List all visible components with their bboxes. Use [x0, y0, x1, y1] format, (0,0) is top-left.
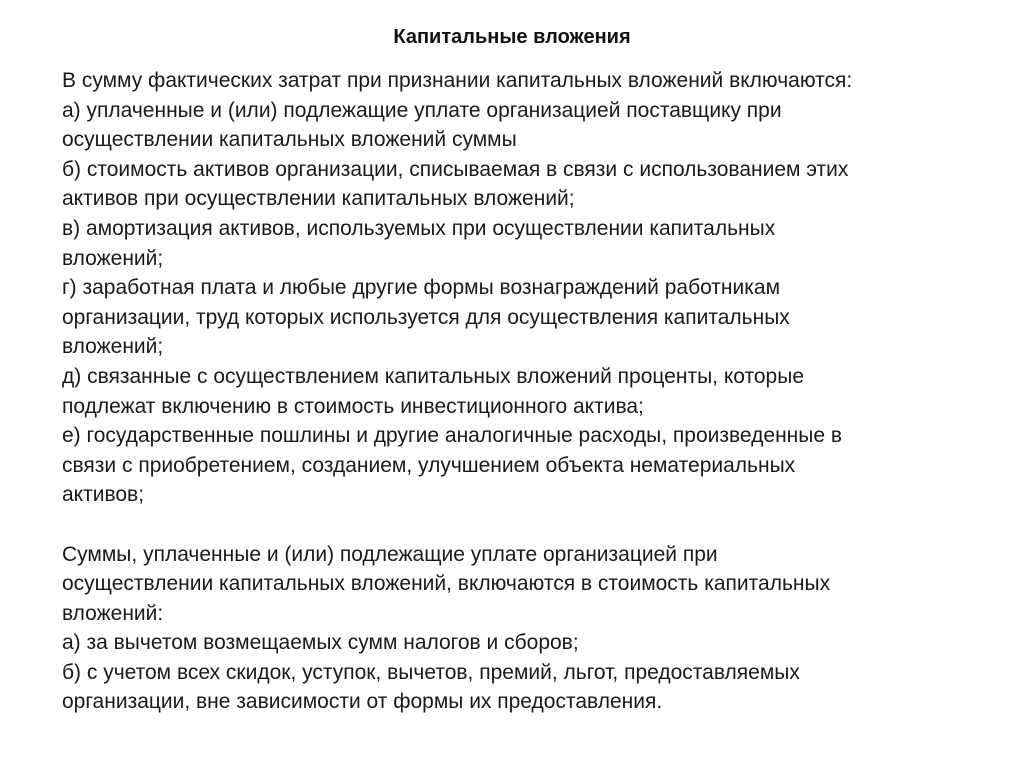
paragraph-2-line-3: вложений: — [62, 601, 164, 625]
list-item-a-line-2: осуществлении капитальных вложений суммы — [62, 128, 517, 152]
list-item-e-line-1: д) связанные с осуществлением капитальных вложений проценты, которые — [62, 364, 804, 388]
list-item-c-line-2: вложений; — [62, 246, 164, 270]
list-item-2b-line-2: организации, вне зависимости от формы их предоставления. — [62, 690, 663, 714]
list-item-b-line-1: б) стоимость активов организации, списываемая в связи с использованием этих — [62, 157, 849, 181]
list-item-2a: а) за вычетом возмещаемых сумм налогов и сборов; — [62, 631, 579, 655]
slide-body — [62, 66, 962, 717]
list-item-d-line-2: организации, труд которых используется для осуществления капитальных — [62, 305, 790, 329]
list-item-a-line-1: а) уплаченные и (или) подлежащие уплате организацией поставщику при — [62, 98, 782, 122]
list-item-f-line-3: активов; — [62, 483, 145, 507]
paragraph-2-line-1: Суммы, уплаченные и (или) подлежащие уплате организацией при — [62, 542, 718, 566]
paragraph-gap — [62, 510, 962, 540]
list-item-f-line-2: связи с приобретением, созданием, улучшением объекта нематериальных — [62, 453, 796, 477]
list-item-d-line-3: вложений; — [62, 335, 164, 359]
list-item-b-line-2: активов при осуществлении капитальных вложений; — [62, 187, 575, 211]
list-item-e-line-2: подлежат включению в стоимость инвестиционного актива; — [62, 394, 644, 418]
paragraph-2-line-2: осуществлении капитальных вложений, включаются в стоимость капитальных — [62, 572, 831, 596]
list-item-f-line-1: е) государственные пошлины и другие аналогичные расходы, произведенные в — [62, 424, 843, 448]
text-line: В сумму фактических затрат при признании капитальных вложений включаются: — [62, 69, 853, 92]
list-item-d-line-1: г) заработная плата и любые другие формы вознаграждений работникам — [62, 276, 781, 300]
slide-title: Капитальные вложения — [393, 26, 631, 48]
list-item-c-line-1: в) амортизация активов, используемых при осуществлении капитальных — [62, 216, 776, 240]
list-item-2b-line-1: б) с учетом всех скидок, уступок, вычетов, премий, льгот, предоставляемых — [62, 660, 800, 684]
